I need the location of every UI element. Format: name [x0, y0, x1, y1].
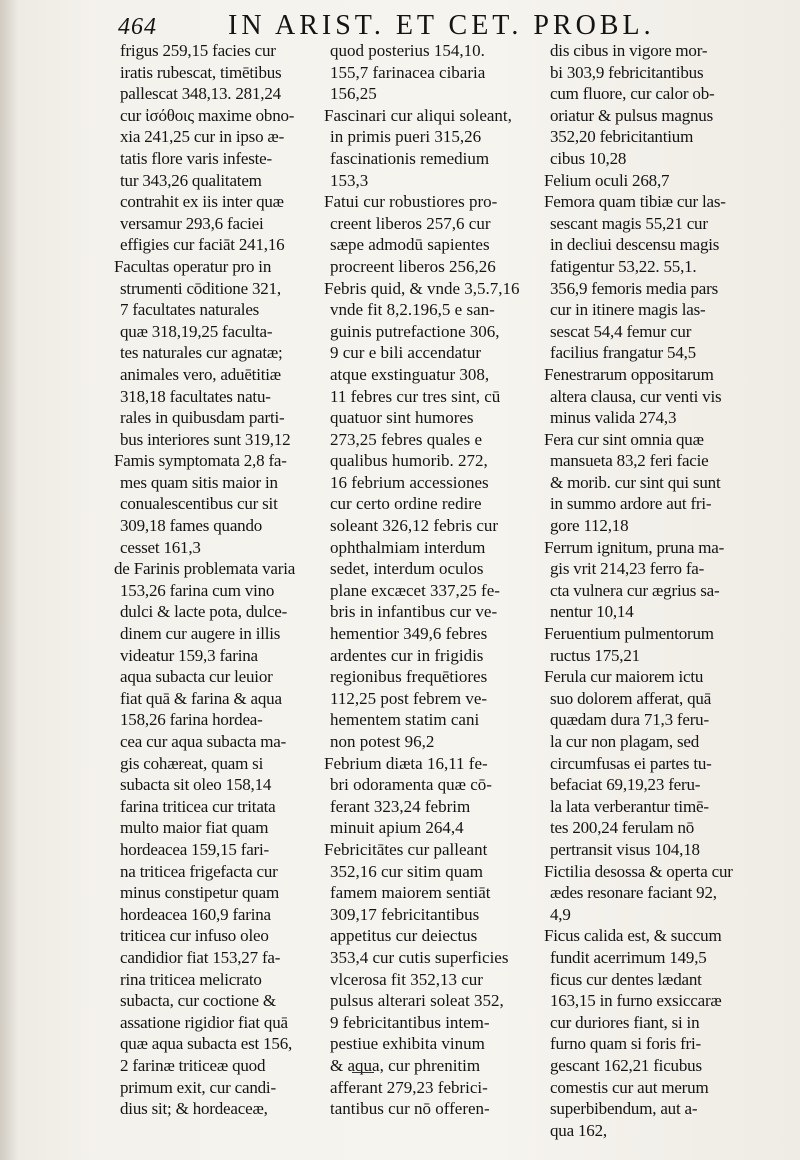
index-line: hordeacea 160,9 farina: [120, 904, 271, 924]
index-line: minuit apium 264,4: [330, 818, 464, 838]
index-line: 9 cur e bili accendatur: [330, 343, 482, 363]
index-line: 353,4 cur cutis superficies: [330, 947, 509, 967]
index-line: subacta, cur coctione &: [120, 991, 276, 1011]
index-line: Fatui cur robustiores pro-: [324, 192, 498, 212]
column-end-rule: [352, 1072, 374, 1073]
index-line: Febricitātes cur palleant: [324, 839, 488, 859]
index-line: Femora quam tibiæ cur las-: [544, 192, 726, 212]
index-line: triticea cur infuso oleo: [120, 926, 269, 946]
index-line: 155,7 farinacea cibaria: [330, 62, 486, 82]
index-line: bri odoramenta quæ cō-: [330, 775, 492, 795]
index-line: vnde fit 8,2.196,5 e san-: [330, 300, 495, 320]
index-line: la cur non plagam, sed: [550, 732, 700, 751]
index-line: dis cibus in vigore mor-: [550, 41, 708, 60]
index-line: pertransit visus 104,18: [550, 839, 700, 859]
index-line: sedet, interdum oculos: [330, 559, 484, 579]
index-line: pulsus alterari soleat 352,: [330, 991, 504, 1011]
index-line: hementem statim cani: [330, 710, 480, 730]
index-line: facilius frangatur 54,5: [550, 343, 696, 363]
index-line: 2 farinæ triticeæ quod: [120, 1055, 266, 1075]
index-line: 153,3: [330, 170, 369, 190]
index-line: & morib. cur sint qui sunt: [550, 472, 721, 492]
index-line: comestis cur aut merum: [550, 1077, 709, 1097]
index-column-middle: [324, 40, 545, 1120]
index-line: in primis pueri 315,26: [330, 127, 482, 147]
index-line: gore 112,18: [550, 516, 629, 536]
index-line: nentur 10,14: [550, 602, 634, 622]
index-line: qualibus humorib. 272,: [330, 451, 488, 471]
index-line: suo dolorem afferat, quā: [550, 688, 712, 708]
index-line: aqua subacta cur leuior: [120, 667, 273, 687]
index-line: fiat quā & farina & aqua: [120, 688, 282, 708]
index-line: hordeacea 159,15 fari-: [120, 839, 269, 859]
index-line: 16 febrium accessiones: [330, 472, 489, 492]
index-line: la lata verberantur timē-: [550, 796, 709, 816]
index-line: famem maiorem sentiāt: [330, 883, 491, 903]
index-line: superbibendum, aut a-: [550, 1099, 698, 1119]
index-line: versamur 293,6 faciei: [120, 213, 264, 233]
index-line: fatigentur 53,22. 55,1.: [550, 256, 697, 276]
index-line: de Farinis problemata varia: [114, 559, 296, 579]
index-line: bus interiores sunt 319,12: [120, 429, 291, 449]
index-line: quæ aqua subacta est 156,: [120, 1034, 293, 1054]
index-line: cur in itinere magis las-: [550, 300, 706, 320]
index-line: mansueta 83,2 feri facie: [550, 451, 709, 471]
index-line: candidior fiat 153,27 fa-: [120, 947, 281, 967]
index-line: assatione rigidior fiat quā: [120, 1012, 288, 1032]
index-line: cibus 10,28: [550, 148, 627, 168]
index-line: gis vrit 214,23 ferro fa-: [550, 559, 705, 579]
index-line: gescant 162,21 ficubus: [550, 1055, 702, 1075]
index-line: hementior 349,6 febres: [330, 624, 488, 644]
index-line: subacta sit oleo 158,14: [120, 775, 272, 795]
index-line: pestiue exhibita vinum: [330, 1034, 485, 1054]
index-line: circumfusas ei partes tu-: [550, 753, 712, 773]
index-line: quædam dura 71,3 feru-: [550, 710, 709, 730]
index-line: strumenti cōditione 321,: [120, 278, 281, 298]
index-line: tatis flore varis infeste-: [120, 148, 272, 168]
index-line: afferant 279,23 febrici-: [330, 1077, 488, 1097]
index-line: 309,18 fames quando: [120, 516, 263, 536]
index-line: sæpe admodū sapientes: [330, 235, 490, 255]
index-line: 9 febricitantibus intem-: [330, 1012, 490, 1032]
index-line: oriatur & pulsus magnus: [550, 105, 714, 125]
index-line: farina triticea cur tritata: [120, 796, 276, 816]
index-line: 163,15 in furno exsiccaræ: [550, 991, 722, 1011]
index-line: mes quam sitis maior in: [120, 472, 278, 492]
index-line: videatur 159,3 farina: [120, 645, 258, 665]
index-line: cur certo ordine redire: [330, 494, 482, 514]
index-line: Ferrum ignitum, pruna ma-: [544, 537, 725, 557]
index-line: altera clausa, cur venti vis: [550, 386, 722, 406]
index-line: bi 303,9 febricitantibus: [550, 62, 704, 82]
index-line: cur duriores fiant, si in: [550, 1012, 700, 1032]
index-line: ficus cur dentes lædant: [550, 969, 702, 989]
index-line: 153,26 farina cum vino: [120, 580, 275, 600]
index-line: cea cur aqua subacta ma-: [120, 732, 287, 751]
index-line: cesset 161,3: [120, 537, 201, 557]
index-line: sescat 54,4 femur cur: [550, 321, 692, 341]
index-column-left: [114, 40, 335, 1120]
index-line: cur ἰσόθοις maxime obno-: [120, 105, 295, 125]
index-line: multo maior fiat quam: [120, 818, 269, 838]
index-line: gis cohæreat, quam si: [120, 753, 264, 773]
index-line: quæ 318,19,25 faculta-: [120, 321, 273, 341]
index-line: minus valida 274,3: [550, 408, 677, 428]
index-line: non potest 96,2: [330, 732, 435, 751]
index-line: minus constipetur quam: [120, 883, 279, 903]
index-line: guinis putrefactione 306,: [330, 321, 500, 341]
running-title: IN ARIST. ET CET. PROBL.: [228, 10, 655, 41]
page-number: 464: [118, 14, 157, 40]
index-line: qua 162,: [550, 1120, 607, 1140]
index-line: 7 facultates naturales: [120, 300, 260, 320]
index-line: pallescat 348,13. 281,24: [120, 84, 281, 104]
index-line: & aqua, cur phrenitim: [330, 1055, 481, 1075]
index-line: quatuor sint humores: [330, 408, 474, 428]
index-line: atque exstinguatur 308,: [330, 364, 490, 384]
index-line: befaciat 69,19,23 feru-: [550, 775, 701, 795]
index-line: 112,25 post febrem ve-: [330, 688, 488, 708]
index-line: 352,16 cur sitim quam: [330, 861, 483, 881]
index-line: 352,20 febricitantium: [550, 127, 694, 147]
index-line: 156,25: [330, 84, 377, 104]
index-line: tes 200,24 ferulam nō: [550, 818, 695, 838]
index-line: fascinationis remedium: [330, 148, 490, 168]
index-line: na triticea frigefacta cur: [120, 861, 278, 881]
index-line: regionibus frequētiores: [330, 667, 488, 687]
index-line: ferant 323,24 febrim: [330, 796, 471, 816]
index-line: conualescentibus cur sit: [120, 494, 278, 514]
index-line: tes naturales cur agnatæ;: [120, 343, 283, 363]
index-line: rales in quibusdam parti-: [120, 408, 285, 428]
index-line: xia 241,25 cur in ipso æ-: [120, 127, 285, 147]
index-line: cum fluore, cur calor ob-: [550, 84, 715, 104]
index-line: Febrium diæta 16,11 fe-: [324, 753, 488, 773]
index-line: quod posterius 154,10.: [330, 41, 485, 60]
index-line: vlcerosa fit 352,13 cur: [330, 969, 483, 989]
index-line: rina triticea melicrato: [120, 969, 262, 989]
index-line: dius sit; & hordeaceæ,: [120, 1099, 268, 1119]
index-line: cta vulnera cur ægrius sa-: [550, 580, 720, 600]
index-line: Facultas operatur pro in: [114, 256, 272, 276]
index-line: in summo ardore aut fri-: [550, 494, 712, 514]
index-line: fundit acerrimum 149,5: [550, 947, 707, 967]
index-line: Ficus calida est, & succum: [544, 926, 722, 946]
index-line: Febris quid, & vnde 3,5.7,16: [324, 278, 520, 298]
index-line: in decliui descensu magis: [550, 235, 720, 255]
index-line: ædes resonare faciant 92,: [550, 883, 717, 903]
index-line: Fera cur sint omnia quæ: [544, 429, 704, 449]
index-line: 4,9: [550, 904, 571, 924]
index-line: animales vero, aduētitiæ: [120, 364, 281, 384]
index-line: 273,25 febres quales e: [330, 429, 483, 449]
index-line: ardentes cur in frigidis: [330, 645, 484, 665]
index-line: ructus 175,21: [550, 645, 640, 665]
binding-shadow: [0, 0, 18, 1160]
index-line: Felium oculi 268,7: [544, 170, 670, 190]
index-line: sescant magis 55,21 cur: [550, 213, 708, 233]
index-line: dinem cur augere in illis: [120, 624, 281, 644]
index-line: Feruentium pulmentorum: [544, 624, 714, 644]
index-line: effigies cur faciāt 241,16: [120, 235, 285, 255]
index-line: 11 febres cur tres sint, cū: [330, 386, 501, 406]
index-line: frigus 259,15 facies cur: [120, 41, 276, 60]
index-line: plane excæcet 337,25 fe-: [330, 580, 500, 600]
index-line: Fascinari cur aliqui soleant,: [324, 105, 512, 125]
index-line: 309,17 febricitantibus: [330, 904, 480, 924]
index-line: contrahit ex iis inter quæ: [120, 192, 284, 212]
index-line: 356,9 femoris media pars: [550, 278, 718, 298]
index-line: iratis rubescat, timētibus: [120, 62, 282, 82]
index-line: appetitus cur deiectus: [330, 926, 478, 946]
index-line: furno quam si foris fri-: [550, 1034, 701, 1054]
index-line: tur 343,26 qualitatem: [120, 170, 262, 190]
index-line: bris in infantibus cur ve-: [330, 602, 498, 622]
index-line: primum exit, cur candi-: [120, 1077, 276, 1097]
index-line: 318,18 facultates natu-: [120, 386, 271, 406]
index-line: dulci & lacte pota, dulce-: [120, 602, 288, 622]
index-line: soleant 326,12 febris cur: [330, 516, 499, 536]
index-line: Ferula cur maiorem ictu: [544, 667, 704, 687]
index-line: tantibus cur nō offeren-: [330, 1099, 490, 1119]
index-column-right: [544, 40, 785, 1141]
index-line: Fenestrarum oppositarum: [544, 364, 714, 384]
index-line: 158,26 farina hordea-: [120, 710, 263, 730]
index-line: procreent liberos 256,26: [330, 256, 496, 276]
page-header: [108, 2, 798, 42]
index-line: creent liberos 257,6 cur: [330, 213, 491, 233]
index-line: Fictilia desossa & operta cur: [544, 861, 733, 881]
index-line: Famis symptomata 2,8 fa-: [114, 451, 287, 471]
index-line: ophthalmiam interdum: [330, 537, 486, 557]
